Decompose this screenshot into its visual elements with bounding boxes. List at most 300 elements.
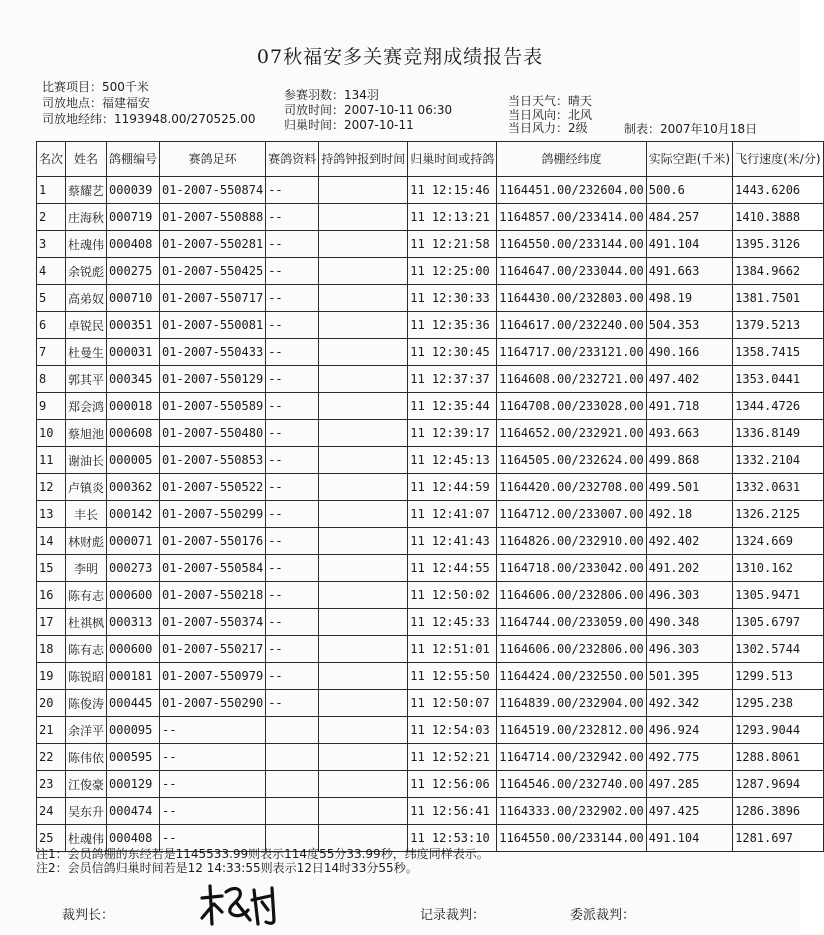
info-cell: -- bbox=[266, 366, 319, 393]
coords-cell: 1164550.00/233144.00 bbox=[497, 231, 647, 258]
info-cell: -- bbox=[266, 285, 319, 312]
rank-cell: 21 bbox=[37, 717, 66, 744]
time-cell: 11 12:44:59 bbox=[408, 474, 497, 501]
info-cell: -- bbox=[266, 447, 319, 474]
ring-cell: 01-2007-550874 bbox=[160, 177, 266, 204]
report-cell bbox=[319, 285, 408, 312]
name-cell: 陈有志 bbox=[66, 636, 107, 663]
rank-cell: 12 bbox=[37, 474, 66, 501]
time-cell: 11 12:51:01 bbox=[408, 636, 497, 663]
prepared-date: 制表：2007年10月18日 bbox=[624, 122, 758, 136]
info-cell: -- bbox=[266, 258, 319, 285]
distance-cell: 492.402 bbox=[646, 528, 732, 555]
loft-cell: 000018 bbox=[107, 393, 160, 420]
ring-cell: -- bbox=[160, 771, 266, 798]
info-cell: -- bbox=[266, 690, 319, 717]
ring-cell: 01-2007-550979 bbox=[160, 663, 266, 690]
col-time: 归巢时间或持鸽 bbox=[408, 142, 497, 177]
speed-cell: 1326.2125 bbox=[733, 501, 823, 528]
speed-cell: 1305.9471 bbox=[733, 582, 823, 609]
info-cell: -- bbox=[266, 231, 319, 258]
ring-cell: 01-2007-550081 bbox=[160, 312, 266, 339]
time-cell: 11 12:35:36 bbox=[408, 312, 497, 339]
speed-cell: 1288.8061 bbox=[733, 744, 823, 771]
distance-cell: 498.19 bbox=[646, 285, 732, 312]
coords-cell: 1164546.00/232740.00 bbox=[497, 771, 647, 798]
coords-cell: 1164839.00/232904.00 bbox=[497, 690, 647, 717]
weather: 当日天气：晴天 bbox=[508, 94, 593, 108]
ring-cell: 01-2007-550717 bbox=[160, 285, 266, 312]
name-cell: 卢镇炎 bbox=[66, 474, 107, 501]
col-loft: 鸽棚编号 bbox=[107, 142, 160, 177]
rank-cell: 13 bbox=[37, 501, 66, 528]
speed-cell: 1293.9044 bbox=[733, 717, 823, 744]
home-time: 归巢时间：2007-10-11 bbox=[284, 118, 414, 132]
loft-cell: 000071 bbox=[107, 528, 160, 555]
page-title: 07秋福安多关赛竞翔成绩报告表 bbox=[256, 46, 544, 68]
time-cell: 11 12:41:43 bbox=[408, 528, 497, 555]
rank-cell: 4 bbox=[37, 258, 66, 285]
info-cell: -- bbox=[266, 528, 319, 555]
time-cell: 11 12:30:45 bbox=[408, 339, 497, 366]
rank-cell: 19 bbox=[37, 663, 66, 690]
name-cell: 余洋平 bbox=[66, 717, 107, 744]
info-cell bbox=[266, 798, 319, 825]
table-row bbox=[37, 771, 824, 798]
table-row bbox=[37, 798, 824, 825]
time-cell: 11 12:44:55 bbox=[408, 555, 497, 582]
rank-cell: 24 bbox=[37, 798, 66, 825]
report-cell bbox=[319, 312, 408, 339]
table-row bbox=[37, 447, 824, 474]
table-row bbox=[37, 717, 824, 744]
report-cell bbox=[319, 366, 408, 393]
table-row bbox=[37, 744, 824, 771]
release-coords: 司放地经纬：1193948.00/270525.00 bbox=[42, 112, 256, 126]
report-cell bbox=[319, 582, 408, 609]
rank-cell: 6 bbox=[37, 312, 66, 339]
col-report: 持鸽钟报到时间 bbox=[319, 142, 408, 177]
distance-cell: 492.18 bbox=[646, 501, 732, 528]
loft-cell: 000408 bbox=[107, 825, 160, 852]
distance-cell: 500.6 bbox=[646, 177, 732, 204]
time-cell: 11 12:50:07 bbox=[408, 690, 497, 717]
distance-cell: 490.166 bbox=[646, 339, 732, 366]
report-cell bbox=[319, 609, 408, 636]
race-item: 比赛项目：500千米 bbox=[42, 80, 149, 94]
rank-cell: 18 bbox=[37, 636, 66, 663]
table-row bbox=[37, 609, 824, 636]
name-cell: 杜祺枫 bbox=[66, 609, 107, 636]
info-cell: -- bbox=[266, 393, 319, 420]
distance-cell: 496.924 bbox=[646, 717, 732, 744]
rank-cell: 11 bbox=[37, 447, 66, 474]
loft-cell: 000474 bbox=[107, 798, 160, 825]
results-table bbox=[36, 141, 824, 852]
name-cell: 郭其平 bbox=[66, 366, 107, 393]
coords-cell: 1164712.00/233007.00 bbox=[497, 501, 647, 528]
wind-direction: 当日风向：北风 bbox=[508, 108, 593, 122]
ring-cell: 01-2007-550374 bbox=[160, 609, 266, 636]
ring-cell: -- bbox=[160, 717, 266, 744]
report-cell bbox=[319, 393, 408, 420]
coords-cell: 1164519.00/232812.00 bbox=[497, 717, 647, 744]
info-cell: -- bbox=[266, 636, 319, 663]
coords-cell: 1164430.00/232803.00 bbox=[497, 285, 647, 312]
info-cell: -- bbox=[266, 501, 319, 528]
report-cell bbox=[319, 231, 408, 258]
speed-cell: 1336.8149 bbox=[733, 420, 823, 447]
distance-cell: 499.868 bbox=[646, 447, 732, 474]
name-cell: 杜魂伟 bbox=[66, 825, 107, 852]
speed-cell: 1384.9662 bbox=[733, 258, 823, 285]
name-cell: 吴东升 bbox=[66, 798, 107, 825]
ring-cell: 01-2007-550218 bbox=[160, 582, 266, 609]
time-cell: 11 12:39:17 bbox=[408, 420, 497, 447]
chief-judge-label: 裁判长： bbox=[62, 908, 115, 923]
ring-cell: -- bbox=[160, 744, 266, 771]
coords-cell: 1164708.00/233028.00 bbox=[497, 393, 647, 420]
report-cell bbox=[319, 555, 408, 582]
rank-cell: 14 bbox=[37, 528, 66, 555]
speed-cell: 1287.9694 bbox=[733, 771, 823, 798]
distance-cell: 484.257 bbox=[646, 204, 732, 231]
name-cell: 江俊豪 bbox=[66, 771, 107, 798]
info-cell: -- bbox=[266, 177, 319, 204]
name-cell: 郑会鸿 bbox=[66, 393, 107, 420]
info-cell bbox=[266, 744, 319, 771]
ring-cell: 01-2007-550129 bbox=[160, 366, 266, 393]
speed-cell: 1324.669 bbox=[733, 528, 823, 555]
entries-count: 参赛羽数：134羽 bbox=[284, 88, 379, 102]
time-cell: 11 12:13:21 bbox=[408, 204, 497, 231]
ring-cell: 01-2007-550425 bbox=[160, 258, 266, 285]
distance-cell: 496.303 bbox=[646, 636, 732, 663]
distance-cell: 497.285 bbox=[646, 771, 732, 798]
table-row bbox=[37, 420, 824, 447]
time-cell: 11 12:50:02 bbox=[408, 582, 497, 609]
ring-cell: 01-2007-550433 bbox=[160, 339, 266, 366]
ring-cell: 01-2007-550853 bbox=[160, 447, 266, 474]
coords-cell: 1164714.00/232942.00 bbox=[497, 744, 647, 771]
commissioner-label: 委派裁判： bbox=[570, 908, 636, 923]
footnote-2: 注2：会员信鸽归巢时间若是12 14:33:55则表示12日14时33分55秒。 bbox=[36, 861, 418, 875]
loft-cell: 000600 bbox=[107, 636, 160, 663]
info-cell: -- bbox=[266, 582, 319, 609]
rank-cell: 16 bbox=[37, 582, 66, 609]
col-ring: 赛鸽足环 bbox=[160, 142, 266, 177]
info-cell: -- bbox=[266, 420, 319, 447]
name-cell: 丰长 bbox=[66, 501, 107, 528]
coords-cell: 1164652.00/232921.00 bbox=[497, 420, 647, 447]
speed-cell: 1302.5744 bbox=[733, 636, 823, 663]
name-cell: 林财彪 bbox=[66, 528, 107, 555]
info-cell: -- bbox=[266, 609, 319, 636]
release-time: 司放时间：2007-10-11 06:30 bbox=[284, 103, 453, 117]
time-cell: 11 12:52:21 bbox=[408, 744, 497, 771]
ring-cell: 01-2007-550299 bbox=[160, 501, 266, 528]
table-row bbox=[37, 501, 824, 528]
info-cell: -- bbox=[266, 312, 319, 339]
col-rank: 名次 bbox=[37, 142, 66, 177]
loft-cell: 000005 bbox=[107, 447, 160, 474]
table-row bbox=[37, 312, 824, 339]
time-cell: 11 12:35:44 bbox=[408, 393, 497, 420]
loft-cell: 000142 bbox=[107, 501, 160, 528]
time-cell: 11 12:56:06 bbox=[408, 771, 497, 798]
name-cell: 谢油长 bbox=[66, 447, 107, 474]
info-cell: -- bbox=[266, 339, 319, 366]
rank-cell: 8 bbox=[37, 366, 66, 393]
table-row bbox=[37, 231, 824, 258]
time-cell: 11 12:21:58 bbox=[408, 231, 497, 258]
coords-cell: 1164424.00/232550.00 bbox=[497, 663, 647, 690]
col-distance: 实际空距(千米) bbox=[646, 142, 732, 177]
loft-cell: 000345 bbox=[107, 366, 160, 393]
speed-cell: 1344.4726 bbox=[733, 393, 823, 420]
ring-cell: -- bbox=[160, 825, 266, 852]
report-cell bbox=[319, 528, 408, 555]
ring-cell: -- bbox=[160, 798, 266, 825]
col-name: 姓名 bbox=[66, 142, 107, 177]
report-cell bbox=[319, 798, 408, 825]
report-cell bbox=[319, 447, 408, 474]
rank-cell: 15 bbox=[37, 555, 66, 582]
speed-cell: 1286.3896 bbox=[733, 798, 823, 825]
distance-cell: 504.353 bbox=[646, 312, 732, 339]
time-cell: 11 12:25:00 bbox=[408, 258, 497, 285]
coords-cell: 1164617.00/232240.00 bbox=[497, 312, 647, 339]
distance-cell: 491.663 bbox=[646, 258, 732, 285]
loft-cell: 000039 bbox=[107, 177, 160, 204]
distance-cell: 491.718 bbox=[646, 393, 732, 420]
name-cell: 陈俊涛 bbox=[66, 690, 107, 717]
rank-cell: 2 bbox=[37, 204, 66, 231]
table-row bbox=[37, 204, 824, 231]
distance-cell: 491.202 bbox=[646, 555, 732, 582]
name-cell: 庄海秋 bbox=[66, 204, 107, 231]
time-cell: 11 12:30:33 bbox=[408, 285, 497, 312]
ring-cell: 01-2007-550290 bbox=[160, 690, 266, 717]
table-row bbox=[37, 339, 824, 366]
info-cell bbox=[266, 717, 319, 744]
distance-cell: 492.342 bbox=[646, 690, 732, 717]
coords-cell: 1164608.00/232721.00 bbox=[497, 366, 647, 393]
name-cell: 陈有志 bbox=[66, 582, 107, 609]
speed-cell: 1295.238 bbox=[733, 690, 823, 717]
loft-cell: 000275 bbox=[107, 258, 160, 285]
distance-cell: 493.663 bbox=[646, 420, 732, 447]
report-cell bbox=[319, 474, 408, 501]
speed-cell: 1443.6206 bbox=[733, 177, 823, 204]
report-cell bbox=[319, 204, 408, 231]
release-place: 司放地点：福建福安 bbox=[42, 96, 151, 110]
table-row bbox=[37, 528, 824, 555]
table-row bbox=[37, 285, 824, 312]
report-cell bbox=[319, 771, 408, 798]
speed-cell: 1395.3126 bbox=[733, 231, 823, 258]
distance-cell: 492.775 bbox=[646, 744, 732, 771]
loft-cell: 000445 bbox=[107, 690, 160, 717]
loft-cell: 000181 bbox=[107, 663, 160, 690]
info-cell: -- bbox=[266, 555, 319, 582]
loft-cell: 000273 bbox=[107, 555, 160, 582]
rank-cell: 7 bbox=[37, 339, 66, 366]
name-cell: 杜曼生 bbox=[66, 339, 107, 366]
loft-cell: 000595 bbox=[107, 744, 160, 771]
table-row bbox=[37, 474, 824, 501]
name-cell: 蔡旭池 bbox=[66, 420, 107, 447]
time-cell: 11 12:45:33 bbox=[408, 609, 497, 636]
loft-cell: 000313 bbox=[107, 609, 160, 636]
coords-cell: 1164717.00/233121.00 bbox=[497, 339, 647, 366]
ring-cell: 01-2007-550176 bbox=[160, 528, 266, 555]
table-row bbox=[37, 366, 824, 393]
time-cell: 11 12:45:13 bbox=[408, 447, 497, 474]
distance-cell: 499.501 bbox=[646, 474, 732, 501]
speed-cell: 1281.697 bbox=[733, 825, 823, 852]
ring-cell: 01-2007-550281 bbox=[160, 231, 266, 258]
loft-cell: 000129 bbox=[107, 771, 160, 798]
recorder-label: 记录裁判： bbox=[420, 908, 486, 923]
wind-force: 当日风力：2级 bbox=[508, 121, 588, 135]
info-cell: -- bbox=[266, 204, 319, 231]
time-cell: 11 12:54:03 bbox=[408, 717, 497, 744]
distance-cell: 491.104 bbox=[646, 231, 732, 258]
report-cell bbox=[319, 636, 408, 663]
loft-cell: 000351 bbox=[107, 312, 160, 339]
ring-cell: 01-2007-550589 bbox=[160, 393, 266, 420]
ring-cell: 01-2007-550522 bbox=[160, 474, 266, 501]
name-cell: 杜魂伟 bbox=[66, 231, 107, 258]
col-info: 赛鸽资料 bbox=[266, 142, 319, 177]
loft-cell: 000362 bbox=[107, 474, 160, 501]
report-cell bbox=[319, 258, 408, 285]
report-cell bbox=[319, 501, 408, 528]
report-cell bbox=[319, 339, 408, 366]
table-header-row bbox=[37, 142, 824, 177]
coords-cell: 1164857.00/233414.00 bbox=[497, 204, 647, 231]
distance-cell: 490.348 bbox=[646, 609, 732, 636]
rank-cell: 25 bbox=[37, 825, 66, 852]
coords-cell: 1164451.00/232604.00 bbox=[497, 177, 647, 204]
loft-cell: 000408 bbox=[107, 231, 160, 258]
time-cell: 11 12:41:07 bbox=[408, 501, 497, 528]
footnote-1: 注1：会员鸽棚的东经若是1145533.99则表示114度55分33.99秒，纬度同样表示。 bbox=[36, 847, 489, 861]
results-body bbox=[37, 177, 824, 852]
rank-cell: 9 bbox=[37, 393, 66, 420]
loft-cell: 000710 bbox=[107, 285, 160, 312]
speed-cell: 1381.7501 bbox=[733, 285, 823, 312]
ring-cell: 01-2007-550217 bbox=[160, 636, 266, 663]
coords-cell: 1164505.00/232624.00 bbox=[497, 447, 647, 474]
coords-cell: 1164826.00/232910.00 bbox=[497, 528, 647, 555]
loft-cell: 000600 bbox=[107, 582, 160, 609]
report-cell bbox=[319, 690, 408, 717]
speed-cell: 1332.0631 bbox=[733, 474, 823, 501]
name-cell: 陈锐昭 bbox=[66, 663, 107, 690]
speed-cell: 1305.6797 bbox=[733, 609, 823, 636]
time-cell: 11 12:15:46 bbox=[408, 177, 497, 204]
handwritten-signature bbox=[196, 880, 292, 928]
rank-cell: 10 bbox=[37, 420, 66, 447]
name-cell: 蔡耀艺 bbox=[66, 177, 107, 204]
loft-cell: 000095 bbox=[107, 717, 160, 744]
time-cell: 11 12:55:50 bbox=[408, 663, 497, 690]
speed-cell: 1299.513 bbox=[733, 663, 823, 690]
report-cell bbox=[319, 663, 408, 690]
coords-cell: 1164333.00/232902.00 bbox=[497, 798, 647, 825]
name-cell: 卓锐民 bbox=[66, 312, 107, 339]
name-cell: 李明 bbox=[66, 555, 107, 582]
table-row bbox=[37, 177, 824, 204]
report-cell bbox=[319, 744, 408, 771]
footnotes bbox=[36, 847, 489, 875]
rank-cell: 22 bbox=[37, 744, 66, 771]
loft-cell: 000719 bbox=[107, 204, 160, 231]
table-row bbox=[37, 258, 824, 285]
speed-cell: 1358.7415 bbox=[733, 339, 823, 366]
speed-cell: 1332.2104 bbox=[733, 447, 823, 474]
speed-cell: 1379.5213 bbox=[733, 312, 823, 339]
rank-cell: 17 bbox=[37, 609, 66, 636]
time-cell: 11 12:53:10 bbox=[408, 825, 497, 852]
info-cell: -- bbox=[266, 474, 319, 501]
rank-cell: 3 bbox=[37, 231, 66, 258]
table-row bbox=[37, 636, 824, 663]
coords-cell: 1164606.00/232806.00 bbox=[497, 636, 647, 663]
time-cell: 11 12:37:37 bbox=[408, 366, 497, 393]
col-coords: 鸽棚经纬度 bbox=[497, 142, 647, 177]
info-cell bbox=[266, 771, 319, 798]
distance-cell: 496.303 bbox=[646, 582, 732, 609]
ring-cell: 01-2007-550888 bbox=[160, 204, 266, 231]
time-cell: 11 12:56:41 bbox=[408, 798, 497, 825]
ring-cell: 01-2007-550584 bbox=[160, 555, 266, 582]
table-row bbox=[37, 663, 824, 690]
name-cell: 余锐彪 bbox=[66, 258, 107, 285]
rank-cell: 5 bbox=[37, 285, 66, 312]
report-cell bbox=[319, 177, 408, 204]
rank-cell: 20 bbox=[37, 690, 66, 717]
table-row bbox=[37, 690, 824, 717]
name-cell: 高弟奴 bbox=[66, 285, 107, 312]
coords-cell: 1164744.00/233059.00 bbox=[497, 609, 647, 636]
distance-cell: 497.425 bbox=[646, 798, 732, 825]
table-row bbox=[37, 555, 824, 582]
loft-cell: 000608 bbox=[107, 420, 160, 447]
coords-cell: 1164420.00/232708.00 bbox=[497, 474, 647, 501]
speed-cell: 1410.3888 bbox=[733, 204, 823, 231]
rank-cell: 23 bbox=[37, 771, 66, 798]
table-row bbox=[37, 582, 824, 609]
coords-cell: 1164647.00/233044.00 bbox=[497, 258, 647, 285]
report-cell bbox=[319, 717, 408, 744]
report-cell bbox=[319, 420, 408, 447]
distance-cell: 497.402 bbox=[646, 366, 732, 393]
ring-cell: 01-2007-550480 bbox=[160, 420, 266, 447]
info-cell: -- bbox=[266, 663, 319, 690]
rank-cell: 1 bbox=[37, 177, 66, 204]
name-cell: 陈伟依 bbox=[66, 744, 107, 771]
coords-cell: 1164606.00/232806.00 bbox=[497, 582, 647, 609]
distance-cell: 491.104 bbox=[646, 825, 732, 852]
speed-cell: 1310.162 bbox=[733, 555, 823, 582]
distance-cell: 501.395 bbox=[646, 663, 732, 690]
speed-cell: 1353.0441 bbox=[733, 366, 823, 393]
loft-cell: 000031 bbox=[107, 339, 160, 366]
table-row bbox=[37, 393, 824, 420]
